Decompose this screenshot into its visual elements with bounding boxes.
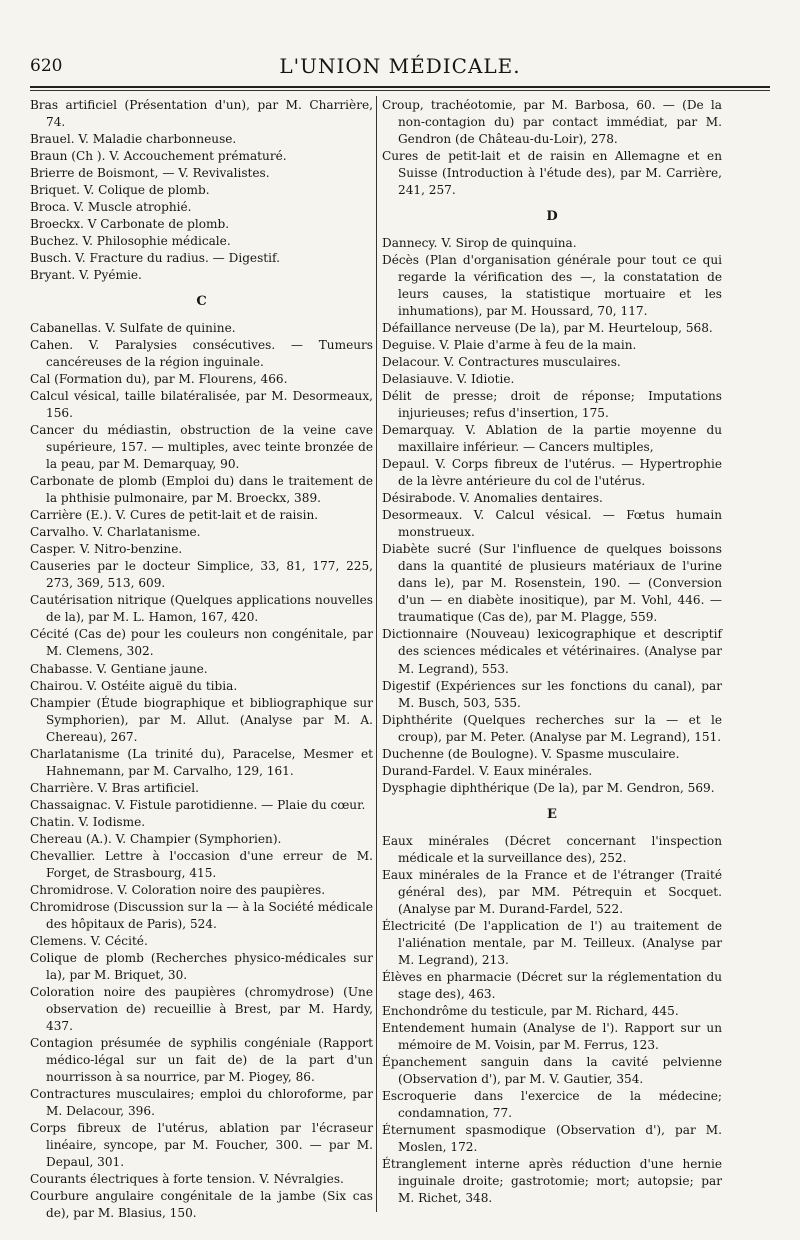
index-entry: Épanchement sanguin dans la cavité pelvienne (Observation d'), par M. V. Gautier, 354.: [382, 1054, 722, 1086]
header-rule-thick: [30, 86, 770, 88]
index-entry: Défaillance nerveuse (De la), par M. Heurteloup, 568.: [382, 321, 713, 336]
index-entry: Buchez. V. Philosophie médicale.: [30, 234, 231, 249]
index-entry: Courants électriques à forte tension. V. Névralgies.: [30, 1171, 344, 1186]
index-entry: Carbonate de plomb (Emploi du) dans le traitement de la phthisie pulmonaire, par M. Broeckx, 389.: [30, 474, 373, 506]
index-entry: Busch. V. Fracture du radius. — Digestif.: [30, 251, 280, 266]
page-number: 620: [30, 56, 63, 76]
section-letter: D: [546, 209, 558, 225]
index-entry: Charlatanisme (La trinité du), Paracelse, Mesmer et Hahnemann, par M. Carvalho, 129, 161.: [30, 746, 373, 778]
index-entry: Étranglement interne après réduction d'une hernie inguinale droite; gastrotomie; mort; autopsie; par M. Richet, 348.: [382, 1156, 722, 1205]
index-entry: Causeries par le docteur Simplice, 33, 81, 177, 225, 273, 369, 513, 609.: [30, 559, 373, 591]
index-entry: Briquet. V. Colique de plomb.: [30, 183, 210, 198]
index-entry: Desormeaux. V. Calcul vésical. — Fœtus humain monstrueux.: [382, 508, 722, 540]
index-entry: Enchondrôme du testicule, par M. Richard, 445.: [382, 1003, 679, 1018]
index-entry: Eaux minérales de la France et de l'étranger (Traité général des), par MM. Pétrequin et Socquet. (Analyse par M. Durand-Fardel, 522.: [382, 867, 722, 916]
index-entry: Dictionnaire (Nouveau) lexicographique et descriptif des sciences médicales et vétérinaires. (Analyse par M. Legrand), 553.: [382, 627, 722, 676]
index-entry: Dannecy. V. Sirop de quinquina.: [382, 236, 577, 251]
index-entry: Cabanellas. V. Sulfate de quinine.: [30, 321, 236, 336]
index-entry: Diphthérite (Quelques recherches sur la — et le croup), par M. Peter. (Analyse par M. Legrand), 151.: [382, 712, 722, 744]
index-entry: Carrière (E.). V. Cures de petit-lait et de raisin.: [30, 508, 319, 523]
index-entry: Deguise. V. Plaie d'arme à feu de la main.: [382, 338, 637, 353]
index-entry: Cautérisation nitrique (Quelques applications nouvelles de la), par M. L. Hamon, 167, 420.: [30, 593, 373, 625]
right-column: [382, 97, 722, 1207]
index-entry: Chairou. V. Ostéite aiguë du tibia.: [30, 678, 238, 693]
index-entry: Chatin. V. Iodisme.: [30, 814, 146, 829]
index-entry: Colique de plomb (Recherches physico-médicales sur la), par M. Briquet, 30.: [30, 950, 373, 982]
page-header: [30, 52, 770, 86]
index-entry: Calcul vésical, taille bilatéralisée, par M. Desormeaux, 156.: [30, 389, 373, 421]
index-entry: Casper. V. Nitro-benzine.: [30, 542, 183, 557]
section-letter: E: [547, 806, 557, 822]
index-entry: Coloration noire des paupières (chromydrose) (Une observation de) recueillie à Brest, par M. Hardy, 437.: [30, 984, 373, 1033]
index-entry: Brauel. V. Maladie charbonneuse.: [30, 132, 237, 147]
index-entry: Désirabode. V. Anomalies dentaires.: [382, 491, 603, 506]
index-entry: Braun (Ch ). V. Accouchement prématuré.: [30, 149, 287, 164]
index-entry: Delasiauve. V. Idiotie.: [382, 372, 515, 387]
index-entry: Chereau (A.). V. Champier (Symphorien).: [30, 831, 282, 846]
index-entry: Duchenne (de Boulogne). V. Spasme musculaire.: [382, 746, 680, 761]
index-entry: Corps fibreux de l'utérus, ablation par l'écraseur linéaire, syncope, par M. Foucher, 300. — par M. Depaul, 301.: [30, 1120, 373, 1169]
left-column: [30, 97, 373, 1222]
index-entry: Cal (Formation du), par M. Flourens, 466.: [30, 372, 288, 387]
index-entry: Chassaignac. V. Fistule parotidienne. — Plaie du cœur.: [30, 797, 366, 812]
index-entry: Diabète sucré (Sur l'influence de quelques boissons dans la quantité de plusieurs matériaux de l'urine dans le), par M. Rosenstein, 190. — (Conversion d'un — en diabète inositique), par M. Vohl, 446. — traumatique (Cas de), par M. Plagge, 559.: [382, 542, 722, 625]
index-entry: Chevallier. Lettre à l'occasion d'une erreur de M. Forget, de Strasbourg, 415.: [30, 848, 373, 880]
index-entry: Digestif (Expériences sur les fonctions du canal), par M. Busch, 503, 535.: [382, 678, 722, 710]
index-entry: Contagion présumée de syphilis congéniale (Rapport médico-légal sur un fait de) de la part d'un nourrisson à sa nourrice, par M. Piogey, 86.: [30, 1035, 373, 1084]
index-entry: Décès (Plan d'organisation générale pour tout ce qui regarde la vérification des —, la constatation de leurs causes, la statistique mortuaire et les inhumations), par M. Houssard, 70, 117.: [382, 253, 722, 319]
index-entry: Clemens. V. Cécité.: [30, 933, 148, 948]
index-entry: Entendement humain (Analyse de l'). Rapport sur un mémoire de M. Voisin, par M. Ferrus, 123.: [382, 1020, 722, 1052]
index-entry: Delacour. V. Contractures musculaires.: [382, 355, 621, 370]
index-entry: Durand-Fardel. V. Eaux minérales.: [382, 763, 593, 778]
index-entry: Chromidrose. V. Coloration noire des paupières.: [30, 882, 326, 897]
index-entry: Chabasse. V. Gentiane jaune.: [30, 661, 208, 676]
index-entry: Brierre de Boismont, — V. Revivalistes.: [30, 166, 270, 181]
index-entry: Dysphagie diphthérique (De la), par M. Gendron, 569.: [382, 780, 715, 795]
index-entry: Cahen. V. Paralysies consécutives. — Tumeurs cancéreuses de la région inguinale.: [30, 338, 373, 370]
index-entry: Élèves en pharmacie (Décret sur la réglementation du stage des), 463.: [382, 969, 722, 1001]
index-entry: Broeckx. V Carbonate de plomb.: [30, 217, 230, 232]
column-divider: [376, 96, 377, 1212]
index-entry: Cécité (Cas de) pour les couleurs non congénitale, par M. Clemens, 302.: [30, 627, 373, 659]
index-entry: Bryant. V. Pyémie.: [30, 268, 142, 283]
index-entry: Délit de presse; droit de réponse; Imputations injurieuses; refus d'insertion, 175.: [382, 389, 722, 421]
index-entry: Broca. V. Muscle atrophié.: [30, 200, 192, 215]
index-entry: Électricité (De l'application de l') au traitement de l'aliénation mentale, par M. Teilleux. (Analyse par M. Legrand), 213.: [382, 918, 722, 967]
index-entry: Depaul. V. Corps fibreux de l'utérus. — Hypertrophie de la lèvre antérieure du col de l'utérus.: [382, 457, 722, 489]
index-entry: Eaux minérales (Décret concernant l'inspection médicale et la surveillance des), 252.: [382, 833, 722, 865]
index-entry: Contractures musculaires; emploi du chloroforme, par M. Delacour, 396.: [30, 1086, 373, 1118]
index-entry: Demarquay. V. Ablation de la partie moyenne du maxillaire inférieur. — Cancers multiples,: [382, 423, 722, 455]
index-entry: Bras artificiel (Présentation d'un), par M. Charrière, 74.: [30, 98, 373, 130]
index-entry: Chromidrose (Discussion sur la — à la Société médicale des hôpitaux de Paris), 524.: [30, 899, 373, 931]
header-rule-thin: [30, 90, 770, 91]
index-entry: Carvalho. V. Charlatanisme.: [30, 525, 201, 540]
index-entry: Croup, trachéotomie, par M. Barbosa, 60. — (De la non-contagion du) par contact immédiat, par M. Gendron (de Château-du-Loir), 278.: [382, 98, 722, 147]
section-letter: C: [196, 294, 207, 310]
journal-title: L'UNION MÉDICALE.: [279, 54, 521, 78]
index-entry: Cancer du médiastin, obstruction de la veine cave supérieure, 157. — multiples, avec teinte bronzée de la peau, par M. Demarquay, 90.: [30, 423, 373, 472]
index-entry: Éternument spasmodique (Observation d'), par M. Moslen, 172.: [382, 1122, 722, 1154]
index-entry: Cures de petit-lait et de raisin en Allemagne et en Suisse (Introduction à l'étude des), par M. Carrière, 241, 257.: [382, 149, 722, 198]
index-entry: Charrière. V. Bras artificiel.: [30, 780, 199, 795]
index-entry: Champier (Étude biographique et bibliographique sur Symphorien), par M. Allut. (Analyse par M. A. Chereau), 267.: [30, 695, 373, 744]
index-entry: Courbure angulaire congénitale de la jambe (Six cas de), par M. Blasius, 150.: [30, 1188, 373, 1220]
index-entry: Escroquerie dans l'exercice de la médecine; condamnation, 77.: [382, 1088, 722, 1120]
